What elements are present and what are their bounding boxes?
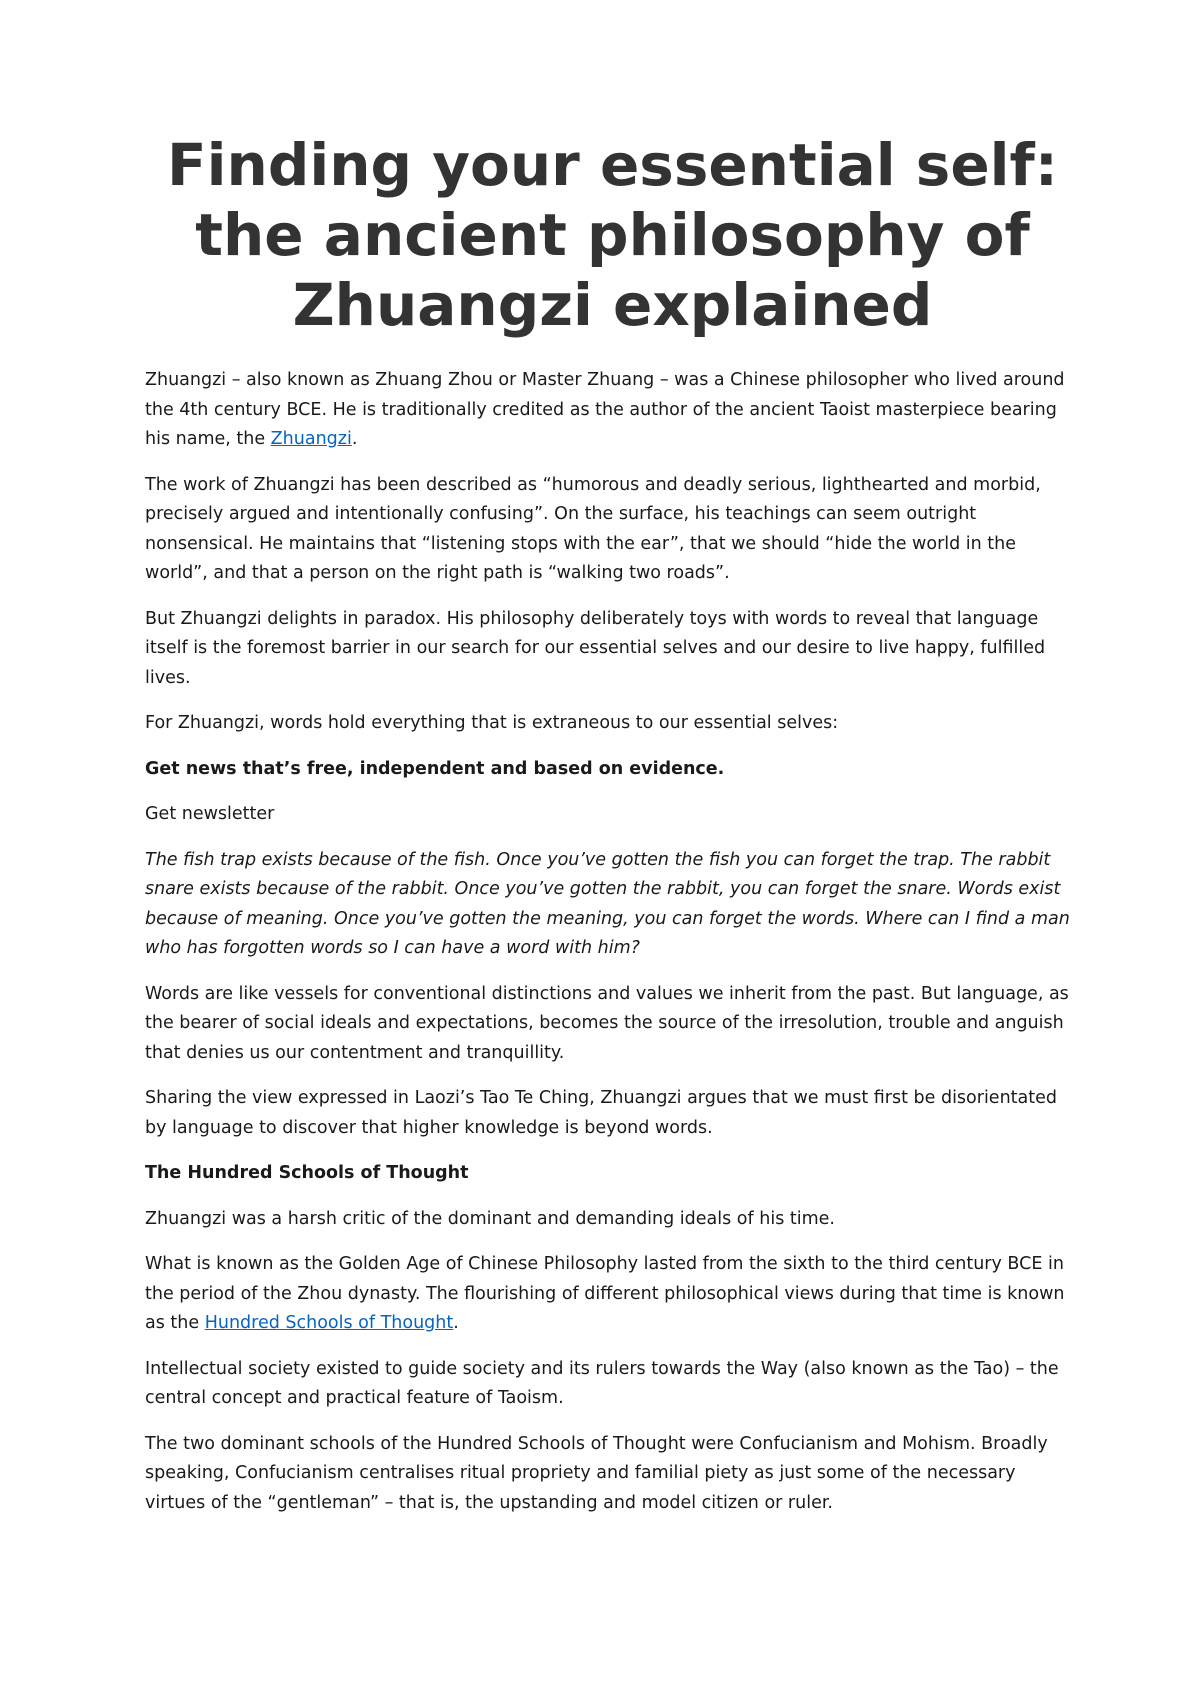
title-line-2: the ancient philosophy of xyxy=(195,201,1030,269)
paragraph-intro-text: Zhuangzi – also known as Zhuang Zhou or Master Zhuang – was a Chinese philosopher who lived around the 4th century BCE. He is traditionally credited as the author of the ancient Taoist masterpiece bearing his name, the xyxy=(145,370,1065,449)
paragraph-laozi: Sharing the view expressed in Laozi’s Tao Te Ching, Zhuangzi argues that we must first be disorientated by language to discover that higher knowledge is beyond words. xyxy=(145,1088,1057,1138)
paragraph-dominant-schools: The two dominant schools of the Hundred Schools of Thought were Confucianism and Mohism. Broadly speaking, Confucianism centralises ritual propriety and familial piety as just some of the necessary virtues of the “gentleman” – that is, the upstanding and model citizen or ruler. xyxy=(145,1433,1048,1513)
hundred-schools-link[interactable]: Hundred Schools of Thought xyxy=(204,1313,454,1333)
paragraph-golden-age-end: . xyxy=(453,1313,459,1333)
paragraph-words: For Zhuangzi, words hold everything that is extraneous to our essential selves: xyxy=(145,713,839,733)
zhuangzi-link[interactable]: Zhuangzi xyxy=(270,429,352,449)
section-heading: The Hundred Schools of Thought xyxy=(145,1163,469,1183)
paragraph-golden-age-text: What is known as the Golden Age of Chinese Philosophy lasted from the sixth to the third century BCE in the period of the Zhou dynasty. The flourishing of different philosophical views during that time is known as the xyxy=(145,1254,1065,1333)
document-page xyxy=(145,130,1080,1534)
article-title xyxy=(145,130,1080,340)
title-line-1: Finding your essential self: xyxy=(167,131,1058,199)
paragraph-golden-age xyxy=(145,1250,1080,1339)
newsletter-promo: Get news that’s free, independent and based on evidence. xyxy=(145,758,725,779)
quote-block: The fish trap exists because of the fish. Once you’ve gotten the fish you can forget the trap. The rabbit snare exists because of the rabbit. Once you’ve gotten the rabbit, you can forget the snare. Words exist because of meaning. Once you’ve gotten the meaning, you can forget the words. Where can I find a man who has forgotten words so I can have a word with him? xyxy=(145,849,1070,958)
paragraph-work-description: The work of Zhuangzi has been described as “humorous and deadly serious, lighthearted and morbid, precisely argued and intentionally confusing”. On the surface, his teachings can seem outright nonsensical. He maintains that “listening stops with the ear”, that we should “hide the world in the world”, and that a person on the right path is “walking two roads”. xyxy=(145,474,1041,583)
title-line-3: Zhuangzi explained xyxy=(292,271,933,339)
paragraph-intro xyxy=(145,366,1080,455)
paragraph-intellectual-society: Intellectual society existed to guide society and its rulers towards the Way (also known as the Tao) – the central concept and practical feature of Taoism. xyxy=(145,1358,1059,1408)
paragraph-paradox: But Zhuangzi delights in paradox. His philosophy deliberately toys with words to reveal that language itself is the foremost barrier in our search for our essential selves and our desire to live happy, fulfilled lives. xyxy=(145,608,1046,688)
paragraph-intro-end: . xyxy=(351,429,358,449)
newsletter-link[interactable]: Get newsletter xyxy=(145,804,275,824)
paragraph-vessels: Words are like vessels for conventional distinctions and values we inherit from the past. But language, as the bearer of social ideals and expectations, becomes the source of the irresolution, trouble and anguish that denies us our contentment and tranquillity. xyxy=(145,983,1069,1063)
paragraph-critic: Zhuangzi was a harsh critic of the dominant and demanding ideals of his time. xyxy=(145,1208,835,1229)
